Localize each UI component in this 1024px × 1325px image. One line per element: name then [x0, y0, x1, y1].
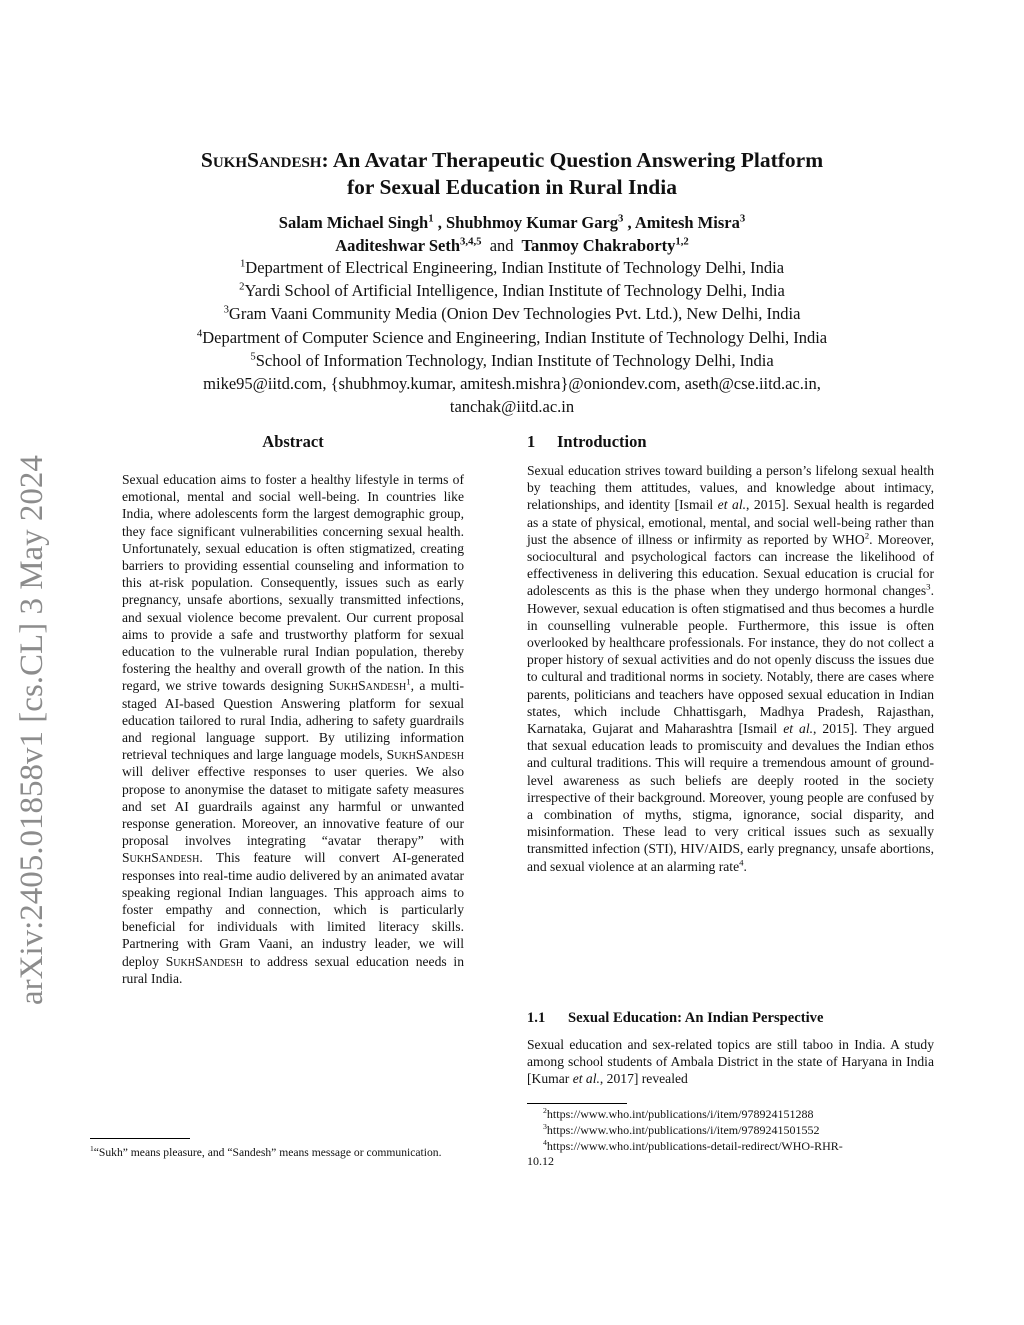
author-affil: 3: [739, 212, 746, 225]
author-list: Salam Michael Singh$^1$ , Shubhmoy Kumar Garg$^3$ , Amitesh Misra$^3$ Aaditeshwar Seth$^{3,4,5}$ and Tanmoy Chakraborty$^{1,2}$: [278, 212, 746, 255]
title-system-name: SukhSandesh: [200, 148, 322, 172]
author-name: Shubhmoy Kumar Garg: [445, 213, 619, 232]
system-name: SukhSandesh: [165, 953, 244, 969]
author-name: Aaditeshwar Seth: [335, 236, 461, 255]
affiliation-item: $^4$Department of Computer Science and Engineering, Indian Institute of Technology Delhi, India: [196, 327, 828, 347]
system-name: SukhSandesh: [386, 747, 464, 763]
title-line2: for Sexual Education in Rural India: [347, 175, 677, 199]
affiliation-item: $^2$Yardi School of Artificial Intelligence, Indian Institute of Technology Delhi, India: [239, 280, 785, 301]
footnote-1: $^1$“Sukh” means pleasure, and “Sandesh” means message or communication.: [90, 1144, 442, 1159]
author-affil: 1,2: [675, 235, 689, 248]
system-name: SukhSandesh: [328, 678, 407, 694]
affiliation-item: $^1$Department of Electrical Engineering, Indian Institute of Technology Delhi, India: [239, 257, 785, 277]
author-name: Amitesh Misra: [634, 213, 740, 232]
and-word: and: [489, 236, 514, 255]
footnote-ref: 1: [406, 676, 411, 687]
footnote-divider: [90, 1138, 190, 1139]
author-affil: 3: [618, 212, 624, 225]
paper-title: [0, 147, 1024, 201]
email-line: mike95@iitd.com, {shubhmoy.kumar, amitesh.mishra}@oniondev.com, aseth@cse.iitd.ac.in,: [203, 374, 821, 394]
footnotes-right: [527, 1107, 934, 1170]
footnote-divider: [527, 1103, 627, 1104]
affiliation-list: [0, 256, 1024, 418]
system-name: SukhSandesh: [122, 850, 200, 866]
subsection-text: Sexual education and sex-related topics are still taboo in India. A study among school students of Ambala District in the state of Haryana in India [Kumar et al., 2017] revealed: [527, 1037, 934, 1087]
footnote-4: $^4$https://www.who.int/publications-detail-redirect/WHO-RHR-: [543, 1137, 843, 1153]
author-name: Salam Michael Singh: [278, 213, 429, 232]
subsection-heading: 1.1 Sexual Education: An Indian Perspective: [527, 1010, 824, 1026]
affiliation-item: $^3$Gram Vaani Community Media (Onion Dev Technologies Pvt. Ltd.), New Delhi, India: [223, 303, 801, 324]
abstract-heading: Abstract: [262, 432, 324, 451]
footnote-2: $^2$https://www.who.int/publications/i/item/978924151288: [543, 1106, 814, 1121]
author-affil: 1: [428, 212, 434, 225]
footnote-4-continued: 10.12: [527, 1154, 554, 1169]
arxiv-watermark: arXiv:2405.01858v1 [cs.CL] 3 May 2024: [14, 455, 50, 1005]
footnote-ref: 4: [739, 857, 744, 868]
author-name: Tanmoy Chakraborty: [521, 236, 676, 255]
affiliation-item: $^5$School of Information Technology, Indian Institute of Technology Delhi, India: [250, 350, 774, 370]
abstract-text: Sexual education aims to foster a healthy lifestyle in terms of emotional, mental and social well-being. In countries like India, where adolescents form the largest demographic group, they face significant vulnerabilities concerning sexual health. Unfortunately, sexual education is often stigmatized, creating barriers to providing essential counseling and information to this at-risk population. Consequently, issues such as early pregnancy, unsafe abortions, sexually transmitted infections, and sexual violence become prevalent. Our current proposal aims to provide a safe and trustworthy platform for sexual education to the vulnerable rural Indian population, thereby fostering the healthy and overall growth of the nation. In this regard, we strive towards designing SukhSandesh$^1$, a multi-staged AI-based Question Answering platform for sexual education tailored to rural India, adhering to safety guardrails and regional language support. By utilizing information retrieval techniques and large language models, SukhSandesh will deliver effective responses to user queries. We also propose to anonymise the dataset to mitigate safety measures and set AI guardrails against any harmful or unwanted response generation. Moreover, an innovative feature of our proposal involves integrating “avatar therapy” with SukhSandesh. This feature will convert AI-generated responses into real-time audio delivered by an animated avatar speaking regional Indian languages. This approach aims to foster empathy and connection, which is particularly beneficial for individuals with limited literacy skills. Partnering with Gram Vaani, an industry leader, we will deploy SukhSandesh to address sexual education needs in rural India.: [122, 472, 464, 986]
section-heading-introduction: 1 Introduction: [527, 432, 647, 451]
author-affil: 3,4,5: [460, 235, 482, 248]
title-line1: : An Avatar Therapeutic Question Answering Platform: [321, 148, 824, 172]
introduction-text: Sexual education strives toward building a person’s lifelong sexual health by teaching them attitudes, values, and knowledge about intimacy, relationships, and identity [Ismail et al., 2015]. Sexual health is regarded as a state of physical, emotional, mental, and social well-being rather than just the absence of illness or infirmity as reported by WHO$^2$. Moreover, sociocultural and psychological factors can increase the likelihood of effectiveness in delivering this education. Sexual education is crucial for adolescents as this is the phase when they undergo hormonal changes$^3$. However, sexual education is often stigmatised and thus becomes a hurdle in counselling vulnerable people. Furthermore, this issue is often overlooked by healthcare professionals. For instance, they do not collect a proper history of sexual activities and do not openly discuss the issues due to cultural and traditional norms in society. Notably, there are cases where parents, politicians and teachers have opposed sexual education in Indian states, which include Chhattisgarh, Madhya Pradesh, Rajasthan, Karnataka, Gujarat and Maharashtra [Ismail et al., 2015]. They argued that sexual education leads to promiscuity and devalues the Indian ethos and cultural traditions. This will require a tremendous amount of ground-level awareness as such beliefs are deeply rooted in the society irrespective of their background. Moreover, young people are confused by a combination of myths, stigma, ignorance, social disparity, and misinformation. These lead to very critical issues such as sexually transmitted infection (STI), HIV/AIDS, early pregnancy, unsafe abortions, and sexual violence at an alarming rate$^4$.: [527, 463, 935, 874]
email-line: tanchak@iitd.ac.in: [449, 397, 575, 417]
footnote-ref: 2: [864, 530, 870, 541]
footnote-ref: 3: [926, 581, 931, 592]
footnote-3: $^3$https://www.who.int/publications/i/item/9789241501552: [543, 1121, 820, 1137]
